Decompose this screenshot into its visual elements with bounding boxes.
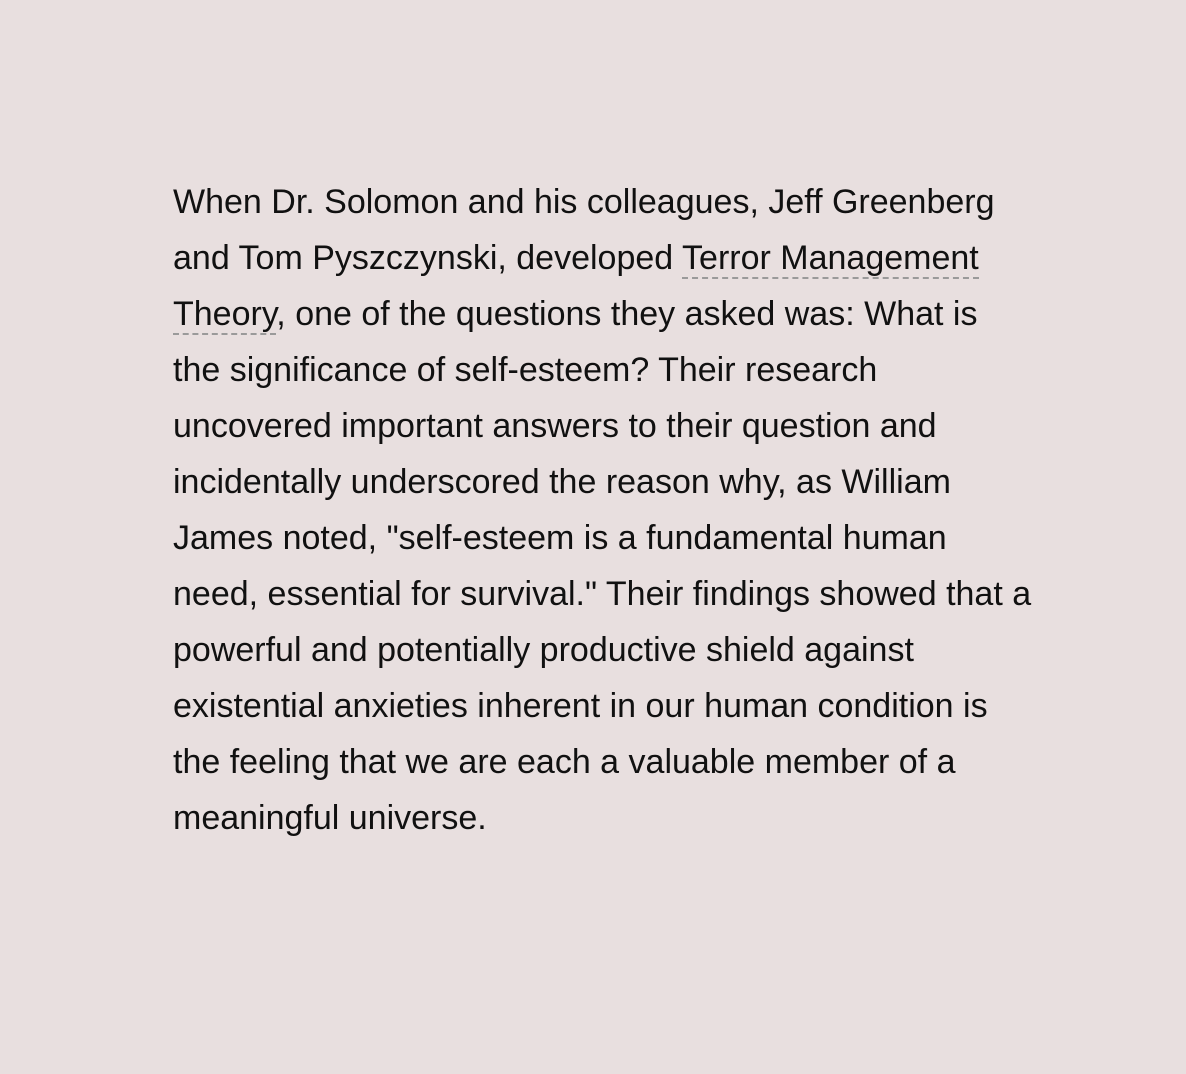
paragraph-text-before: When Dr. Solomon and his colleagues, Jeff Greenberg and Tom Pyszczynski, developed: [173, 183, 995, 277]
paragraph: [173, 174, 1033, 846]
terror-management-theory-link[interactable]: Terror Management Theory: [173, 239, 979, 333]
article-body: [173, 174, 1033, 846]
paragraph-text-after: , one of the questions they asked was: What is the significance of self-esteem? Their research uncovered important answers to their question and incidentally underscored the reason why, as William James noted, "self-esteem is a fundamental human need, essential for survival." Their findings showed that a powerful and potentially productive shield against existential anxieties inherent in our human condition is the feeling that we are each a valuable member of a meaningful universe.: [173, 295, 1032, 837]
